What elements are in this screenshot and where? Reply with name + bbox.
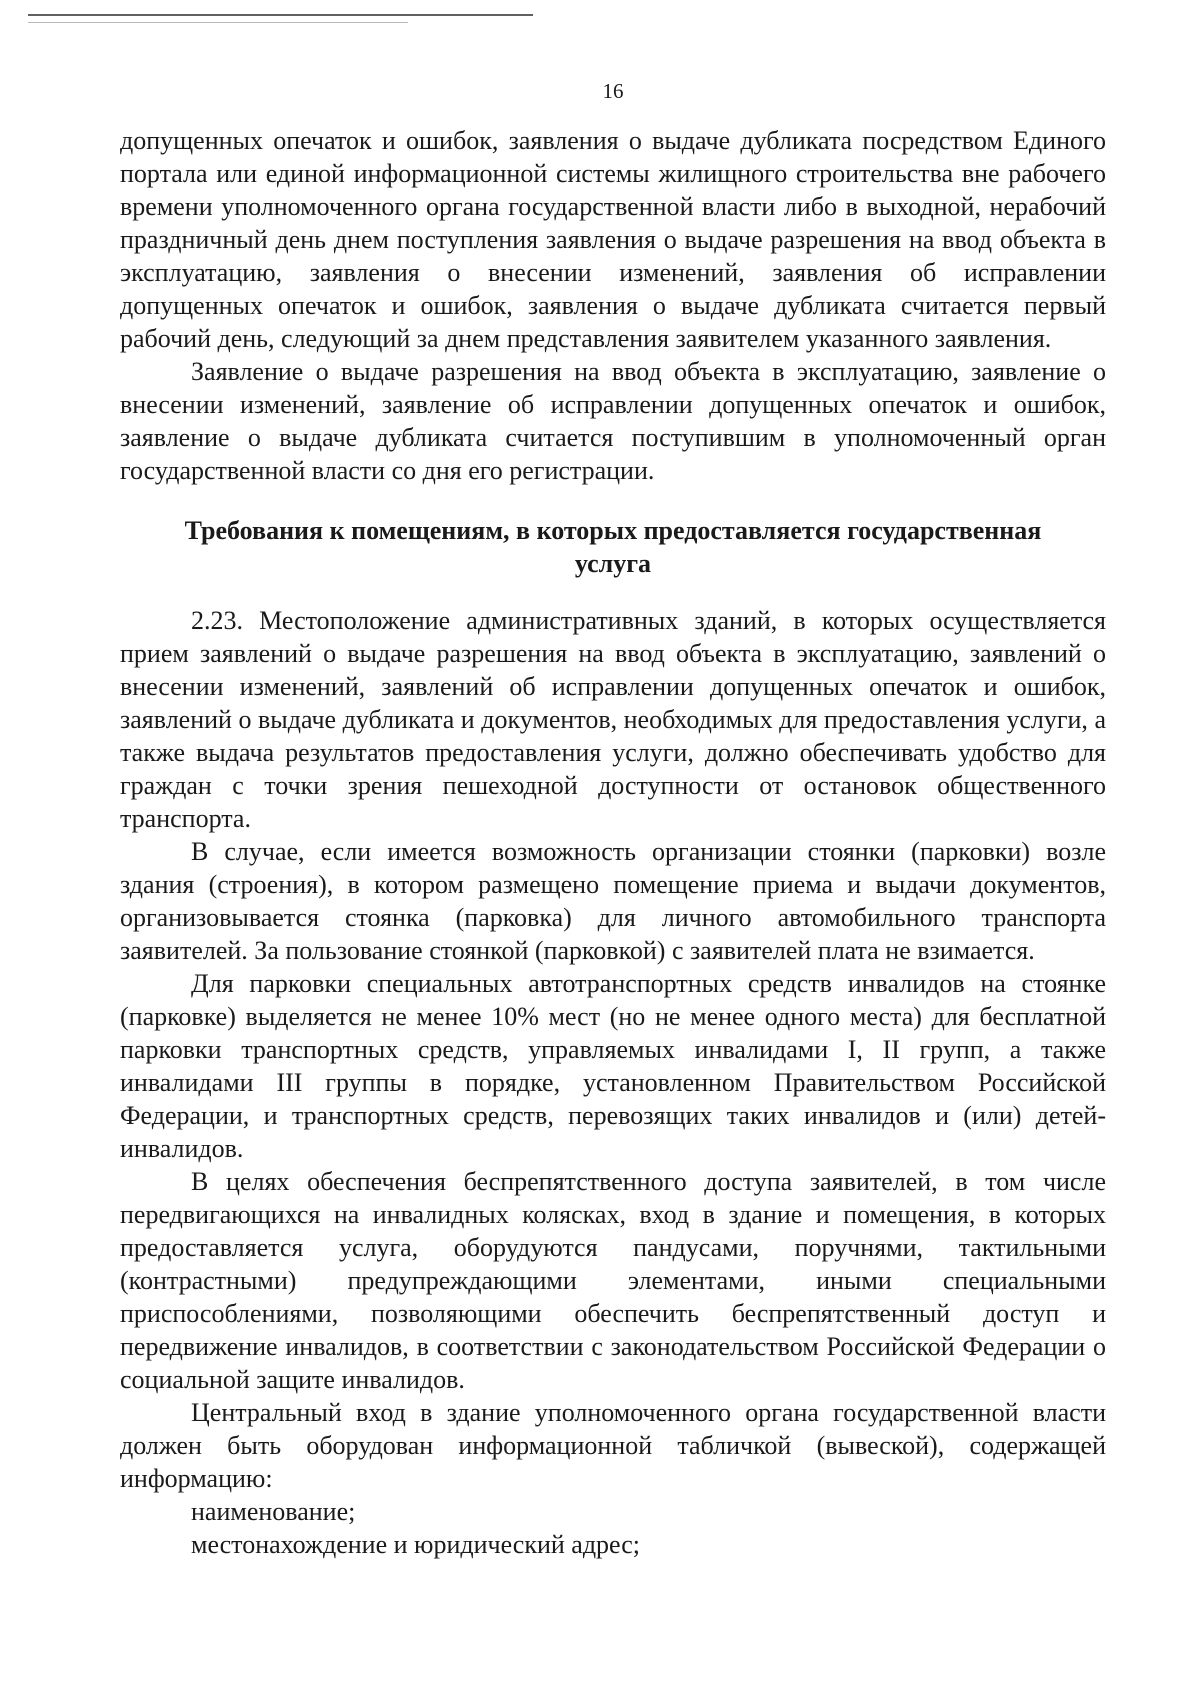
section-heading: Требования к помещениям, в которых предоставляется государственная услуга [184, 516, 1042, 578]
paragraph: допущенных опечаток и ошибок, заявления о выдаче дубликата посредством Единого портала или единой информационной системы жилищного строительства вне рабочего времени уполномоченного органа государственной власти либо в выходной, нерабочий праздничный день днем поступления заявления о выдаче разрешения на ввод объекта в эксплуатацию, заявления о внесении изменений, заявления об исправлении допущенных опечаток и ошибок, заявления о выдаче дубликата считается первый рабочий день, следующий за днем представления заявителем указанного заявления. [120, 126, 1106, 353]
paragraph: Заявление о выдаче разрешения на ввод объекта в эксплуатацию, заявление о внесении изменений, заявление об исправлении допущенных опечаток и ошибок, заявление о выдаче дубликата считается поступившим в уполномоченный орган государственной власти со дня его регистрации. [120, 357, 1106, 485]
document-body [120, 124, 1106, 1561]
paragraphs-bottom [120, 604, 1106, 1495]
list-item: наименование; [191, 1497, 356, 1526]
paragraph: Для парковки специальных автотранспортных средств инвалидов на стоянке (парковке) выделяется не менее 10% мест (но не менее одного места) для бесплатной парковки транспортных средств, управляемых инвалидами I, II групп, а также инвалидами III группы в порядке, установленном Правительством Российской Федерации, и транспортных средств, перевозящих таких инвалидов и (или) детей-инвалидов. [120, 969, 1106, 1163]
paragraph: 2.23. Местоположение административных зданий, в которых осуществляется прием заявлений о выдаче разрешения на ввод объекта в эксплуатацию, заявлений о внесении изменений, заявлений об исправлении допущенных опечаток и ошибок, заявлений о выдаче дубликата и документов, необходимых для предоставления услуги, а также выдача результатов предоставления услуги, должно обеспечивать удобство для граждан с точки зрения пешеходной доступности от остановок общественного транспорта. [120, 606, 1106, 833]
scan-artifact-line-secondary [28, 22, 408, 23]
paragraph: Центральный вход в здание уполномоченного органа государственной власти должен быть оборудован информационной табличкой (вывеской), содержащей информацию: [120, 1398, 1106, 1493]
list-item: местонахождение и юридический адрес; [191, 1530, 640, 1559]
paragraph: В целях обеспечения беспрепятственного доступа заявителей, в том числе передвигающихся на инвалидных колясках, вход в здание и помещения, в которых предоставляется услуга, оборудуются пандусами, поручнями, тактильными (контрастными) предупреждающими элементами, иными специальными приспособлениями, позволяющими обеспечить беспрепятственный доступ и передвижение инвалидов, в соответствии с законодательством Российской Федерации о социальной защите инвалидов. [120, 1167, 1106, 1394]
info-list [120, 1495, 1106, 1561]
scan-artifact-line [28, 14, 533, 16]
paragraph: В случае, если имеется возможность организации стоянки (парковки) возле здания (строения), в котором размещено помещение приема и выдачи документов, организовывается стоянка (парковка) для личного автомобильного транспорта заявителей. За пользование стоянкой (парковкой) с заявителей плата не взимается. [120, 837, 1106, 965]
document-page [120, 78, 1106, 1561]
paragraphs-top [120, 124, 1106, 487]
page-number: 16 [602, 79, 624, 103]
